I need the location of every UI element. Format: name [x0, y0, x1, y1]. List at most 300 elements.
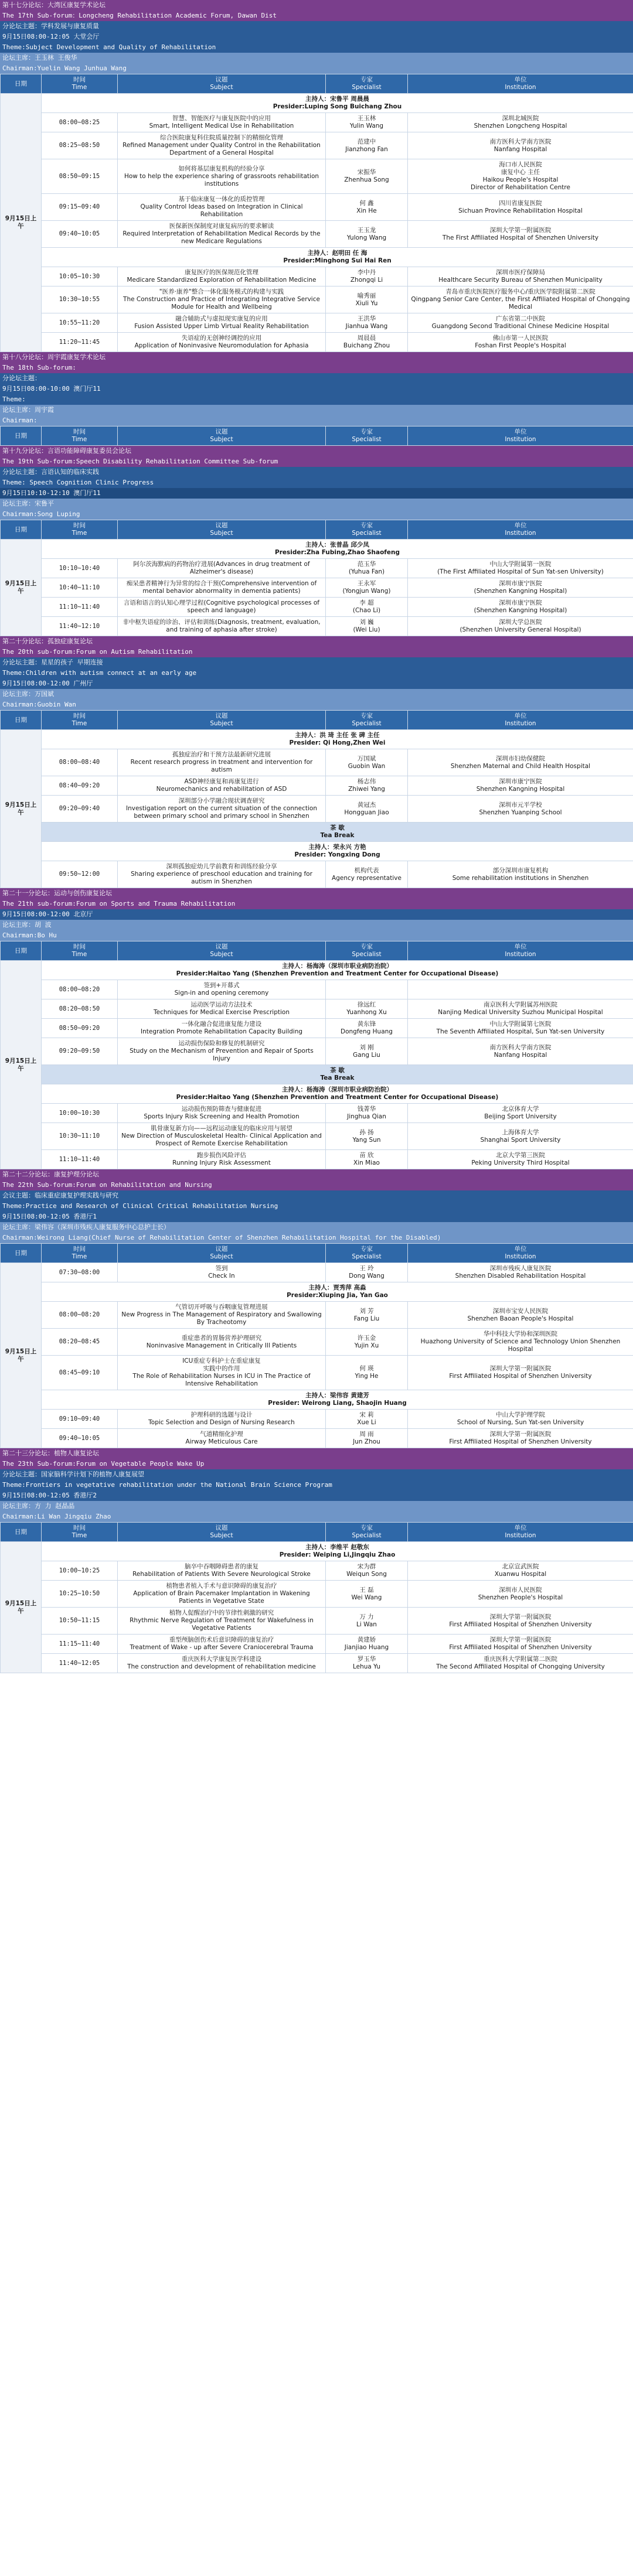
- forum-band: 论坛主席：王玉林 王俊华: [0, 53, 633, 63]
- column-header-specialist: 专家 Specialist: [326, 520, 408, 540]
- table-row: [1, 1654, 633, 1673]
- time-cell: 09:20~09:50: [42, 1038, 118, 1065]
- presider-cell: 主持人：贾秀萍 高淼 Presider:Xiuping Jia, Yan Gao: [42, 1282, 633, 1302]
- institution-cell: 南京医科大学附属苏州医院 Nanjing Medical University Suzhou Municipal Hospital: [408, 999, 633, 1019]
- subject-cell: 跑步损伤风险评估 Running Injury Risk Assessment: [118, 1150, 326, 1169]
- table-row: [1, 730, 633, 749]
- institution-cell: 深圳市医疗保障局 Healthcare Security Bureau of Shenzhen Municipality: [408, 267, 633, 286]
- institution-cell: 四川省康复医院 Sichuan Province Rehabilitation Hospital: [408, 194, 633, 221]
- forum-band: 会议主题：临床重症康复护理实践与研究: [0, 1190, 633, 1201]
- table-row: [1, 617, 633, 636]
- presider-cell: 主持人：李维平 赵敬东 Presider: Weiping Li,Jingqiu Zhao: [42, 1542, 633, 1561]
- time-cell: 08:00~08:40: [42, 749, 118, 776]
- column-header-institution: 单位 Institution: [408, 520, 633, 540]
- table-header-row: [1, 520, 633, 540]
- forum-band: 分论坛主题：学科发展与康复质量: [0, 21, 633, 32]
- table-row: [1, 1561, 633, 1581]
- table-row: [1, 1084, 633, 1104]
- schedule-table: [0, 426, 633, 446]
- institution-cell: 深圳市康宁医院 Shenzhen Kangning Hospital: [408, 776, 633, 796]
- table-row: [1, 578, 633, 598]
- time-cell: 10:50~11:15: [42, 1608, 118, 1635]
- specialist-cell: 罗玉华 Lehua Yu: [326, 1654, 408, 1673]
- subject-cell: 痴呆患者精神行为异常的综合干预(Comprehensive intervention of mental behavior abnormality in dementia patients): [118, 578, 326, 598]
- specialist-cell: 范玉华 (Yuhua Fan): [326, 559, 408, 578]
- forum-band: 第二十分论坛：孤独症康复论坛: [0, 636, 633, 647]
- time-cell: 10:10~10:40: [42, 559, 118, 578]
- institution-cell: 北京宣武医院 Xuanwu Hospital: [408, 1561, 633, 1581]
- table-row: [1, 194, 633, 221]
- tea-break-cell: 茶 歇 Tea Break: [42, 1065, 633, 1084]
- specialist-cell: 黄冠杰 Hongguan Jiao: [326, 796, 408, 823]
- table-row: [1, 221, 633, 248]
- schedule-table: [0, 74, 633, 352]
- specialist-cell: 刘 刚 Gang Liu: [326, 1038, 408, 1065]
- table-row: [1, 1410, 633, 1429]
- time-cell: 08:20~08:50: [42, 999, 118, 1019]
- table-row: [1, 861, 633, 888]
- forum-band: Chairman:Li Wan Jingqiu Zhao: [0, 1512, 633, 1522]
- forum-section: [0, 1169, 633, 1448]
- subject-cell: 重症患者的胃肠营养护理研究 Noninvasive Management in Critically Ill Patients: [118, 1329, 326, 1356]
- time-cell: 10:00~10:25: [42, 1561, 118, 1581]
- forum-band: The 22th Sub-forum:Forum on Rehabilitation and Nursing: [0, 1180, 633, 1190]
- column-header-time: 时间 Time: [42, 941, 118, 961]
- specialist-cell: 周 雨 Jun Zhou: [326, 1429, 408, 1448]
- table-row: [1, 132, 633, 159]
- column-header-subject: 议题 Subject: [118, 1523, 326, 1542]
- subject-cell: 气管切开呼吸与吞咽康复管理进展 New Progress in The Management of Respiratory and Swallowing By Tracheotomy: [118, 1302, 326, 1329]
- table-row: [1, 1429, 633, 1448]
- institution-cell: 深圳大学第一附属医院 First Affiliated Hospital of Shenzhen University: [408, 1356, 633, 1390]
- specialist-cell: 万 力 Li Wan: [326, 1608, 408, 1635]
- specialist-cell: 苗 欣 Xin Miao: [326, 1150, 408, 1169]
- schedule-table: [0, 520, 633, 636]
- date-cell: 9月15日上午: [1, 1263, 42, 1448]
- forum-section: [0, 636, 633, 888]
- column-header-institution: 单位 Institution: [408, 1244, 633, 1263]
- subject-cell: ICU重症专科护士在重症康复 实践中的作用 The Role of Rehabilitation Nurses in ICU in The Practice of Intensive Rehabilitation: [118, 1356, 326, 1390]
- forum-band: 第二十一分论坛：运动与创伤康复论坛: [0, 888, 633, 899]
- subject-cell: 签到 Check In: [118, 1263, 326, 1282]
- subject-cell: 康复医疗的医保规范化管理 Medicare Standardized Exploration of Rehabilitation Medicine: [118, 267, 326, 286]
- institution-cell: 深圳大学第一附属医院 First Affiliated Hospital of Shenzhen University: [408, 1429, 633, 1448]
- table-row: [1, 1302, 633, 1329]
- schedule-table: [0, 1522, 633, 1673]
- institution-cell: 部分深圳市康复机构 Some rehabilitation institutions in Shenzhen: [408, 861, 633, 888]
- subject-cell: 深圳孤独症幼儿学前教育和训练经验分享 Sharing experience of preschool education and training for autism in Shenzhen: [118, 861, 326, 888]
- forum-band: 9月15日08:00-12:05 香港厅1: [0, 1212, 633, 1222]
- time-cell: 09:50~12:00: [42, 861, 118, 888]
- time-cell: 11:40~12:05: [42, 1654, 118, 1673]
- presider-cell: 主持人：杨海涛（深圳市职业病防治院） Presider:Haitao Yang (Shenzhen Prevention and Treatment Center for Occupational Disease): [42, 961, 633, 980]
- specialist-cell: 黄建娇 Jianjiao Huang: [326, 1635, 408, 1654]
- forum-band: The 18th Sub-forum:: [0, 363, 633, 373]
- time-cell: 08:00~08:20: [42, 980, 118, 999]
- specialist-cell: 李中丹 Zhongqi Li: [326, 267, 408, 286]
- presider-cell: 主持人：梁伟容 黄建芳 Presider: Weirong Liang, Shaojin Huang: [42, 1390, 633, 1410]
- column-header-institution: 单位 Institution: [408, 941, 633, 961]
- time-cell: 10:30~10:55: [42, 286, 118, 313]
- institution-cell: 青岛市重庆医院医疗服务中心/重庆医学院附属第二医院 Qingpang Senior Care Center, the First Affiliated Hospital of Chongqing Medical: [408, 286, 633, 313]
- specialist-cell: 徐远红 Yuanhong Xu: [326, 999, 408, 1019]
- specialist-cell: 王玉林 Yulin Wang: [326, 113, 408, 132]
- forum-band: Theme: Speech Cognition Clinic Progress: [0, 477, 633, 488]
- time-cell: 08:45~09:10: [42, 1356, 118, 1390]
- column-header-subject: 议题 Subject: [118, 941, 326, 961]
- column-header-time: 时间 Time: [42, 711, 118, 730]
- subject-cell: 如何将基层康复机构的经验分享 How to help the experience sharing of grassroots rehabilitation institutions: [118, 159, 326, 194]
- column-header-date: 日期: [1, 1244, 42, 1263]
- specialist-cell: [326, 980, 408, 999]
- column-header-institution: 单位 Institution: [408, 711, 633, 730]
- column-header-institution: 单位 Institution: [408, 427, 633, 446]
- institution-cell: 中山大学护理学院 School of Nursing, Sun Yat-sen University: [408, 1410, 633, 1429]
- column-header-time: 时间 Time: [42, 74, 118, 94]
- table-row: [1, 961, 633, 980]
- forum-band: Theme:Children with autism connect at an early age: [0, 668, 633, 678]
- forum-band: 9月15日08:00-12:05 大堂会厅: [0, 32, 633, 42]
- time-cell: 09:40~10:05: [42, 221, 118, 248]
- tea-break-cell: 茶 歇 Tea Break: [42, 823, 633, 842]
- specialist-cell: 刘 巍 (Wei Liu): [326, 617, 408, 636]
- column-header-date: 日期: [1, 941, 42, 961]
- subject-cell: "医养·康养"整合一体化服务模式的构建与实践 The Construction and Practice of Integrating Integrative Service Module for Health and Wellbeing: [118, 286, 326, 313]
- institution-cell: 北京大学第三医院 Peking University Third Hospital: [408, 1150, 633, 1169]
- subject-cell: 言语和语言的认知心理学过程(Cognitive psychological processes of speech and language): [118, 598, 326, 617]
- institution-cell: 深圳大学总医院 (Shenzhen University General Hospital): [408, 617, 633, 636]
- subject-cell: 运动医学运动方法技术 Techniques for Medical Exercise Prescription: [118, 999, 326, 1019]
- forum-band: Chairman:Yuelin Wang Junhua Wang: [0, 63, 633, 74]
- forum-band: Chairman:Song Luping: [0, 509, 633, 520]
- subject-cell: 非中枢失语症的诊治、评估和训练(Diagnosis, treatment, evaluation, and training of aphasia after stroke): [118, 617, 326, 636]
- specialist-cell: 何 鑫 Xin He: [326, 194, 408, 221]
- forum-band: 9月15日08:00-12:00 北京厅: [0, 909, 633, 920]
- table-row: [1, 999, 633, 1019]
- specialist-cell: 孙 扬 Yang Sun: [326, 1123, 408, 1150]
- table-row: [1, 980, 633, 999]
- specialist-cell: 宋为群 Weiqun Song: [326, 1561, 408, 1581]
- forum-band: 第二十二分论坛：康复护理分论坛: [0, 1169, 633, 1180]
- subject-cell: 重庆医科大学康复医学科建设 The construction and development of rehabilitation medicine: [118, 1654, 326, 1673]
- institution-cell: 深圳市人民医院 Shenzhen People's Hospital: [408, 1581, 633, 1608]
- forum-band: Theme:Practice and Research of Clinical Critical Rehabilitation Nursing: [0, 1201, 633, 1212]
- table-header-row: [1, 1244, 633, 1263]
- subject-cell: 护理科研的选题与设计 Topic Selection and Design of Nursing Research: [118, 1410, 326, 1429]
- table-header-row: [1, 427, 633, 446]
- time-cell: 09:10~09:40: [42, 1410, 118, 1429]
- specialist-cell: 黄东锋 Dongfeng Huang: [326, 1019, 408, 1038]
- column-header-date: 日期: [1, 711, 42, 730]
- subject-cell: 签到+开幕式 Sign-in and opening ceremony: [118, 980, 326, 999]
- time-cell: 08:50~09:20: [42, 1019, 118, 1038]
- column-header-institution: 单位 Institution: [408, 74, 633, 94]
- forum-band: 9月15日08:00-10:00 澳门厅11: [0, 384, 633, 394]
- table-row: [1, 94, 633, 113]
- forum-band: Chairman:: [0, 415, 633, 426]
- time-cell: 10:05~10:30: [42, 267, 118, 286]
- table-row: [1, 159, 633, 194]
- table-row: [1, 1123, 633, 1150]
- table-row: [1, 598, 633, 617]
- schedule-table: [0, 710, 633, 888]
- column-header-subject: 议题 Subject: [118, 1244, 326, 1263]
- subject-cell: 植物人促醒治疗中的节律性刺激的研究 Rhythmic Nerve Regulation of Treatment for Wakefulness in Vegetative Patients: [118, 1608, 326, 1635]
- forum-band: 论坛主席：周宇霞: [0, 405, 633, 415]
- forum-band: 分论坛主题：国家脑科学计划下的植物人康复展望: [0, 1469, 633, 1480]
- subject-cell: 深圳部分小学融合现状调查研究 Investigation report on the current situation of the connection between primary school and primary school in Shenzhen: [118, 796, 326, 823]
- column-header-specialist: 专家 Specialist: [326, 427, 408, 446]
- forum-band: 论坛主席：方 力 赵晶晶: [0, 1501, 633, 1512]
- subject-cell: 一体化融合促进康复能力建设 Integration Promote Rehabilitation Capacity Building: [118, 1019, 326, 1038]
- table-row: [1, 1542, 633, 1561]
- date-cell: 9月15日上午: [1, 540, 42, 636]
- subject-cell: 重型颅脑创伤术后意识障碍的康复治疗 Treatment of Wake - up after Severe Craniocerebral Trauma: [118, 1635, 326, 1654]
- institution-cell: 中山大学附属第七医院 The Seventh Affiliated Hospital, Sun Yat-sen University: [408, 1019, 633, 1038]
- forum-band: Chairman:Bo Hu: [0, 930, 633, 941]
- time-cell: 10:30~11:10: [42, 1123, 118, 1150]
- subject-cell: 脑卒中吞咽障碍患者的康复 Rehabilitation of Patients With Severe Neurological Stroke: [118, 1561, 326, 1581]
- time-cell: 10:00~10:30: [42, 1104, 118, 1123]
- forum-band: 论坛主席：胡 波: [0, 920, 633, 930]
- institution-cell: 中山大学附属第一医院 (The First Affiliated Hospital of Sun Yat-sen University): [408, 559, 633, 578]
- forum-band: 论坛主席：梁伟容（深圳市残疾人康复服务中心总护士长）: [0, 1222, 633, 1233]
- time-cell: 11:40~12:10: [42, 617, 118, 636]
- specialist-cell: 范建中 Jianzhong Fan: [326, 132, 408, 159]
- institution-cell: 深圳北城医院 Shenzhen Longcheng Hospital: [408, 113, 633, 132]
- table-row: [1, 1038, 633, 1065]
- specialist-cell: 何 瑛 Ying He: [326, 1356, 408, 1390]
- table-row: [1, 1065, 633, 1084]
- subject-cell: 智慧、智能医疗与康复医院中的应用 Smart, Intelligent Medical Use in Rehabilitation: [118, 113, 326, 132]
- subject-cell: 医保新医保制度对康复病历的要求解读 Required Interpretation of Rehabilitation Medical Records by the new Medicare Regulations: [118, 221, 326, 248]
- forum-band: 论坛主席：万国斌: [0, 689, 633, 700]
- schedule-table: [0, 1243, 633, 1448]
- subject-cell: 气道精细化护理 Airway Meticulous Care: [118, 1429, 326, 1448]
- presider-cell: 主持人：杨海涛（深圳市职业病防治院） Presider:Haitao Yang (Shenzhen Prevention and Treatment Center for Occupational Disease): [42, 1084, 633, 1104]
- table-row: [1, 776, 633, 796]
- table-row: [1, 749, 633, 776]
- forum-section: [0, 352, 633, 446]
- table-row: [1, 333, 633, 352]
- specialist-cell: 王 磊 Wei Wang: [326, 1581, 408, 1608]
- table-row: [1, 823, 633, 842]
- presider-cell: 主持人：张普晶 邱少凤 Presider:Zha Fubing,Zhao Shaofeng: [42, 540, 633, 559]
- column-header-institution: 单位 Institution: [408, 1523, 633, 1542]
- time-cell: 11:10~11:40: [42, 1150, 118, 1169]
- institution-cell: 佛山市第一人民医院 Foshan First People's Hospital: [408, 333, 633, 352]
- subject-cell: ASD神经康复和再康复进行 Neuromechanics and rehabilitation of ASD: [118, 776, 326, 796]
- time-cell: 09:20~09:40: [42, 796, 118, 823]
- subject-cell: 肌骨康复新方向——远程运动康复的临床应用与展望 New Direction of Musculoskeletal Health- Clinical Application and Prospect of Remote Exercise Rehabilitation: [118, 1123, 326, 1150]
- column-header-time: 时间 Time: [42, 1523, 118, 1542]
- institution-cell: 深圳市元平学校 Shenzhen Yuanping School: [408, 796, 633, 823]
- institution-cell: 深圳市残疾人康复医院 Shenzhen Disabled Rehabilitation Hospital: [408, 1263, 633, 1282]
- presider-cell: 主持人：宋鲁平 周晨晨 Presider:Luping Song Buichang Zhou: [42, 94, 633, 113]
- forum-band: 第十八分论坛：周宇霞康复学术论坛: [0, 352, 633, 363]
- subject-cell: 运动损伤保险和修复的机制研究 Study on the Mechanism of Prevention and Repair of Sports Injury: [118, 1038, 326, 1065]
- subject-cell: 失语症的无创神经调控的应用 Application of Noninvasive Neuromodulation for Aphasia: [118, 333, 326, 352]
- institution-cell: 深圳市康宁医院 (Shenzhen Kangning Hospital): [408, 578, 633, 598]
- date-cell: 9月15日上午: [1, 94, 42, 352]
- table-row: [1, 248, 633, 267]
- forum-band: 论坛主席：宋鲁平: [0, 499, 633, 509]
- column-header-specialist: 专家 Specialist: [326, 74, 408, 94]
- forum-band: Chairman:Guobin Wan: [0, 700, 633, 710]
- forum-section: [0, 446, 633, 636]
- presider-cell: 主持人：赵明田 任 海 Presider:Minghong Sui Hai Ren: [42, 248, 633, 267]
- forum-band: 分论坛主题：: [0, 373, 633, 384]
- subject-cell: 融合辅助式与虚拟现实康复的应用 Fusion Assisted Upper Limb Virtual Reality Rehabilitation: [118, 313, 326, 333]
- table-row: [1, 1635, 633, 1654]
- specialist-cell: 宋 莉 Xue Li: [326, 1410, 408, 1429]
- column-header-date: 日期: [1, 520, 42, 540]
- schedule-table: [0, 941, 633, 1169]
- table-header-row: [1, 711, 633, 730]
- forum-section: [0, 0, 633, 352]
- specialist-cell: 喻秀丽 Xiuli Yu: [326, 286, 408, 313]
- time-cell: 10:55~11:20: [42, 313, 118, 333]
- specialist-cell: 宋振华 Zhenhua Song: [326, 159, 408, 194]
- subject-cell: 阿尔茨海默病的药物治疗进展(Advances in drug treatment of Alzheimer's disease): [118, 559, 326, 578]
- column-header-subject: 议题 Subject: [118, 711, 326, 730]
- table-row: [1, 1356, 633, 1390]
- table-header-row: [1, 941, 633, 961]
- time-cell: 10:25~10:50: [42, 1581, 118, 1608]
- institution-cell: 深圳市康宁医院 (Shenzhen Kangning Hospital): [408, 598, 633, 617]
- table-row: [1, 1282, 633, 1302]
- time-cell: 11:10~11:40: [42, 598, 118, 617]
- time-cell: 08:40~09:20: [42, 776, 118, 796]
- specialist-cell: 王永军 (Yongjun Wang): [326, 578, 408, 598]
- time-cell: 11:20~11:45: [42, 333, 118, 352]
- forum-band: 第十九分论坛：言语功能障碍康复委员会论坛: [0, 446, 633, 456]
- column-header-specialist: 专家 Specialist: [326, 941, 408, 961]
- specialist-cell: 钱菁华 Jinghua Qian: [326, 1104, 408, 1123]
- institution-cell: 南方医科大学南方医院 Nanfang Hospital: [408, 132, 633, 159]
- institution-cell: 北京体育大学 Beijing Sport University: [408, 1104, 633, 1123]
- date-cell: 9月15日上午: [1, 730, 42, 888]
- forum-band: Theme:Frontiers in vegetative rehabilitation under the National Brain Science Program: [0, 1480, 633, 1490]
- specialist-cell: 机构代表 Agency representative: [326, 861, 408, 888]
- table-row: [1, 559, 633, 578]
- institution-cell: 深圳大学第一附属医院 The First Affiliated Hospital of Shenzhen University: [408, 221, 633, 248]
- table-row: [1, 1581, 633, 1608]
- institution-cell: 海口市人民医院 康复中心 主任 Haikou People's Hospital Director of Rehabilitation Centre: [408, 159, 633, 194]
- forum-band: 9月15日10:10-12:10 澳门厅11: [0, 488, 633, 499]
- institution-cell: [408, 980, 633, 999]
- institution-cell: 深圳大学第一附属医院 First Affiliated Hospital of Shenzhen University: [408, 1608, 633, 1635]
- subject-cell: 孤独症治疗和干预方法最新研究进展 Recent research progress in treatment and intervention for autism: [118, 749, 326, 776]
- forum-band: 9月15日08:00-12:00 广州厅: [0, 678, 633, 689]
- table-row: [1, 267, 633, 286]
- subject-cell: 基于临床康复一体化的质控管理 Quality Control Ideas based on Integration in Clinical Rehabilitation: [118, 194, 326, 221]
- table-row: [1, 1329, 633, 1356]
- column-header-time: 时间 Time: [42, 427, 118, 446]
- forum-band: Theme:: [0, 394, 633, 405]
- subject-cell: 运动损伤预防筛查与健康促进 Sports Injury Risk Screening and Health Promotion: [118, 1104, 326, 1123]
- table-row: [1, 1019, 633, 1038]
- time-cell: 11:15~11:40: [42, 1635, 118, 1654]
- table-row: [1, 1263, 633, 1282]
- table-header-row: [1, 1523, 633, 1542]
- time-cell: 08:50~09:15: [42, 159, 118, 194]
- date-cell: 9月15日上午: [1, 1542, 42, 1673]
- specialist-cell: 许玉金 Yujin Xu: [326, 1329, 408, 1356]
- forum-band: 第十七分论坛：大湾区康复学术论坛: [0, 0, 633, 11]
- table-row: [1, 1608, 633, 1635]
- forum-band: Theme:Subject Development and Quality of Rehabilitation: [0, 42, 633, 53]
- subject-cell: 综合医院康复科住院质量控制下的精细化管理 Refined Management under Quality Control in the Rehabilitation Department of a General Hospital: [118, 132, 326, 159]
- column-header-date: 日期: [1, 1523, 42, 1542]
- table-row: [1, 1104, 633, 1123]
- column-header-date: 日期: [1, 427, 42, 446]
- forum-band: The 23th Sub-forum:Forum on Vegetable People Wake Up: [0, 1459, 633, 1469]
- forum-band: The 19th Sub-forum:Speech Disability Rehabilitation Committee Sub-forum: [0, 456, 633, 467]
- time-cell: 08:00~08:25: [42, 113, 118, 132]
- table-row: [1, 540, 633, 559]
- forum-band: The 17th Sub-forum：Longcheng Rehabilitation Academic Forum, Dawan Dist: [0, 11, 633, 21]
- table-row: [1, 1390, 633, 1410]
- table-row: [1, 796, 633, 823]
- presider-cell: 主持人：洪 琦 主任 张 碑 主任 Presider: Qi Hong,Zhen Wei: [42, 730, 633, 749]
- table-row: [1, 842, 633, 861]
- institution-cell: 华中科技大学协和深圳医院 Huazhong University of Science and Technology Union Shenzhen Hospital: [408, 1329, 633, 1356]
- specialist-cell: 万国斌 Guobin Wan: [326, 749, 408, 776]
- presider-cell: 主持人：荣永兴 方艳 Presider: Yongxing Dong: [42, 842, 633, 861]
- column-header-specialist: 专家 Specialist: [326, 1523, 408, 1542]
- column-header-time: 时间 Time: [42, 520, 118, 540]
- forum-band: 分论坛主题：星星的孩子 早期连接: [0, 657, 633, 668]
- forum-band: Chairman:Weirong Liang(Chief Nurse of Rehabilitation Center of Shenzhen Rehabilitation Hospital for the Disabled): [0, 1233, 633, 1243]
- column-header-subject: 议题 Subject: [118, 427, 326, 446]
- table-row: [1, 1150, 633, 1169]
- time-cell: 08:20~08:45: [42, 1329, 118, 1356]
- column-header-subject: 议题 Subject: [118, 520, 326, 540]
- forum-section: [0, 888, 633, 1169]
- specialist-cell: 刘 芳 Fang Liu: [326, 1302, 408, 1329]
- column-header-specialist: 专家 Specialist: [326, 1244, 408, 1263]
- institution-cell: 南方医科大学南方医院 Nanfang Hospital: [408, 1038, 633, 1065]
- forum-band: 第二十三分论坛：植物人康复论坛: [0, 1448, 633, 1459]
- institution-cell: 广东省第二中医院 Guangdong Second Traditional Chinese Medicine Hospital: [408, 313, 633, 333]
- time-cell: 08:25~08:50: [42, 132, 118, 159]
- forum-band: The 21th sub-forum:Forum on Sports and Trauma Rehabilitation: [0, 899, 633, 909]
- institution-cell: 深圳大学第一附属医院 First Affiliated Hospital of Shenzhen University: [408, 1635, 633, 1654]
- institution-cell: 重庆医科大学附属第二医院 The Second Affiliated Hospital of Chongqing University: [408, 1654, 633, 1673]
- specialist-cell: 王 玲 Dong Wang: [326, 1263, 408, 1282]
- forum-band: 分论坛主题：言语认知的临床实践: [0, 467, 633, 477]
- forum-band: 9月15日08:00-12:05 香港厅2: [0, 1490, 633, 1501]
- column-header-subject: 议题 Subject: [118, 74, 326, 94]
- time-cell: 09:40~10:05: [42, 1429, 118, 1448]
- institution-cell: 深圳市宝安人民医院 Shenzhen Baoan People's Hospital: [408, 1302, 633, 1329]
- forum-section: [0, 1448, 633, 1673]
- date-cell: 9月15日上午: [1, 961, 42, 1169]
- specialist-cell: 王玉龙 Yulong Wang: [326, 221, 408, 248]
- specialist-cell: 杨志伟 Zhiwei Yang: [326, 776, 408, 796]
- specialist-cell: 李 超 (Chao Li): [326, 598, 408, 617]
- time-cell: 07:30~08:00: [42, 1263, 118, 1282]
- specialist-cell: 周晨晨 Buichang Zhou: [326, 333, 408, 352]
- table-header-row: [1, 74, 633, 94]
- column-header-specialist: 专家 Specialist: [326, 711, 408, 730]
- column-header-time: 时间 Time: [42, 1244, 118, 1263]
- time-cell: 09:15~09:40: [42, 194, 118, 221]
- column-header-date: 日期: [1, 74, 42, 94]
- institution-cell: 深圳市妇幼保健院 Shenzhen Maternal and Child Health Hospital: [408, 749, 633, 776]
- institution-cell: 上海体育大学 Shanghai Sport University: [408, 1123, 633, 1150]
